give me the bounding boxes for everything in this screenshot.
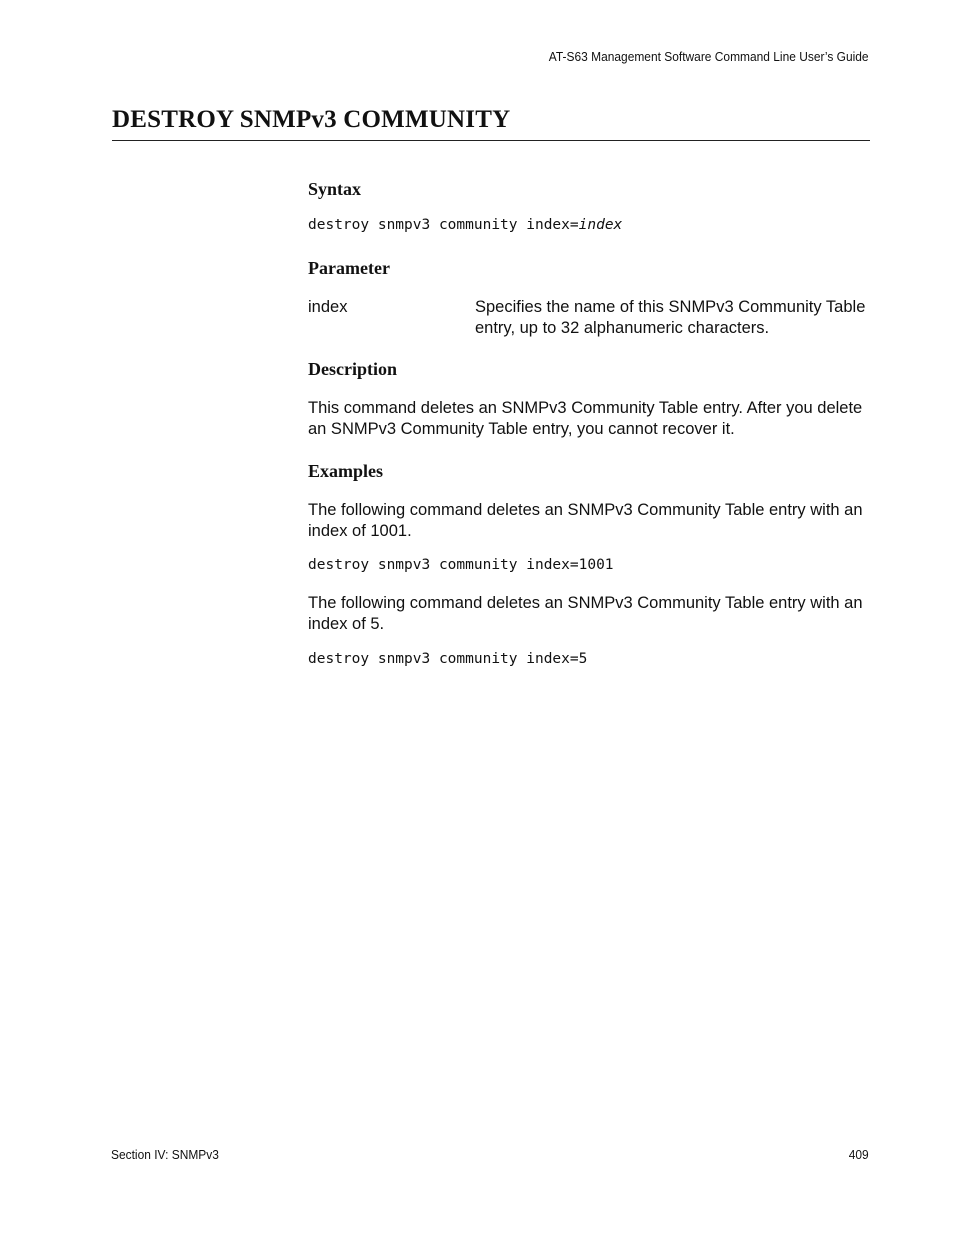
examples-heading: Examples [308, 461, 384, 481]
title-divider [112, 140, 870, 141]
parameter-name: index [308, 298, 348, 316]
parameter-heading: Parameter [308, 258, 390, 278]
example-code: destroy snmpv3 community index=1001 [308, 557, 614, 573]
example-text: The following command deletes an SNMPv3 Community Table entry with an index of 1001. [308, 501, 863, 540]
page-number: 409 [849, 1147, 869, 1162]
example-text: The following command deletes an SNMPv3 Community Table entry with an index of 5. [308, 594, 863, 633]
syntax-command: destroy snmpv3 community index= [308, 217, 579, 233]
footer-section: Section IV: SNMPv3 [111, 1147, 219, 1162]
description-text: This command deletes an SNMPv3 Community Table entry. After you delete an SNMPv3 Community Table entry, you cannot recover it. [308, 399, 863, 438]
syntax-param: index [578, 217, 623, 233]
running-header: AT-S63 Management Software Command Line User’s Guide [549, 49, 869, 64]
parameter-description: Specifies the name of this SNMPv3 Community Table entry, up to 32 alphanumeric characters. [475, 298, 866, 337]
syntax-code [308, 217, 622, 233]
syntax-heading: Syntax [308, 179, 362, 199]
description-heading: Description [308, 359, 397, 379]
page-title: DESTROY SNMPv3 COMMUNITY [112, 106, 511, 133]
example-code: destroy snmpv3 community index=5 [308, 651, 588, 667]
